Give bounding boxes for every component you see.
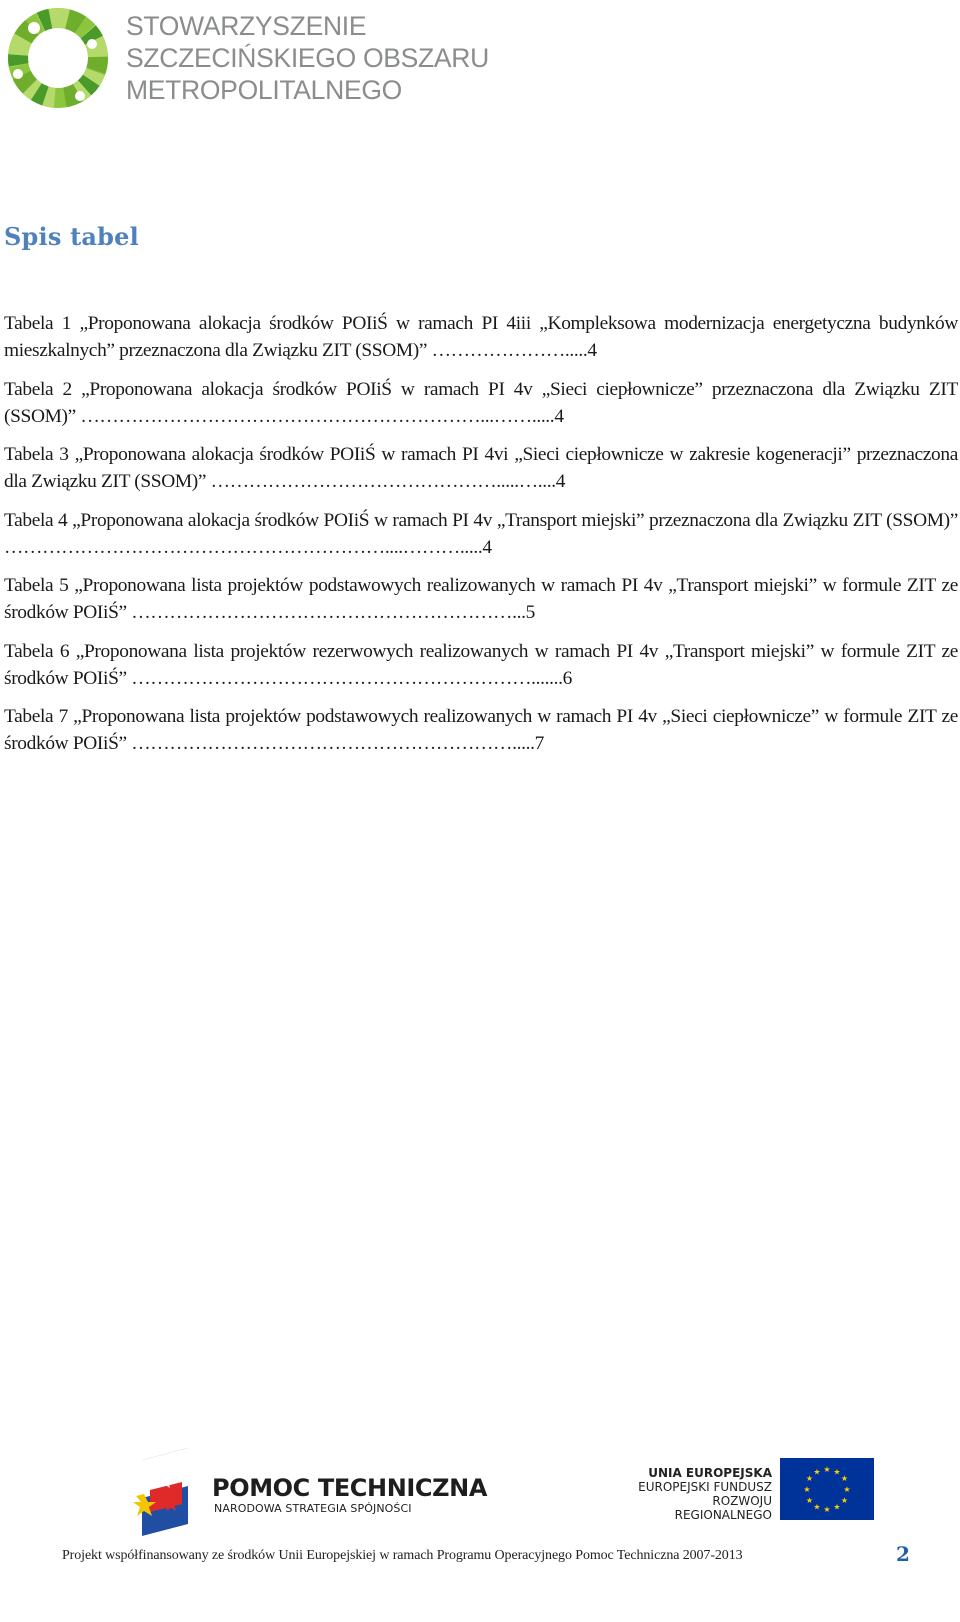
toc-entry-text: Tabela 7 „Proponowana lista projektów podstawowych realizowanych w ramach PI 4v „Sieci ciepłownicze” w formule ZIT ze środków POIiŚ” bbox=[4, 706, 958, 754]
eu-caption-line-3: ROZWOJU REGIONALNEGO bbox=[674, 1494, 772, 1522]
svg-text:★: ★ bbox=[823, 1465, 831, 1474]
toc-entry-leader: ……………………………………………………... bbox=[131, 602, 526, 623]
toc-entry-text: Tabela 1 „Proponowana alokacja środków POIiŚ w ramach PI 4iii „Kompleksowa modernizacja energetyczna budynków mieszkalnych” przeznaczona dla Związku ZIT (SSOM)” bbox=[4, 313, 958, 361]
toc-entry[interactable] bbox=[4, 376, 958, 430]
pomoc-techniczna-subtitle: NARODOWA STRATEGIA SPÓJNOŚCI bbox=[214, 1502, 412, 1515]
svg-text:★: ★ bbox=[823, 1505, 831, 1514]
toc-entry-text: Tabela 5 „Proponowana lista projektów podstawowych realizowanych w ramach PI 4v „Transport miejski” w formule ZIT ze środków POIiŚ” bbox=[4, 575, 958, 623]
toc-entry-page: 4 bbox=[482, 536, 492, 558]
toc-entry-page: 4 bbox=[554, 405, 564, 427]
svg-text:★: ★ bbox=[805, 1474, 814, 1483]
toc-entry-leader: …………………..... bbox=[431, 340, 588, 361]
svg-text:★: ★ bbox=[803, 1485, 811, 1494]
footer-logos bbox=[0, 1440, 960, 1540]
org-name-line-3: METROPOLITALNEGO bbox=[126, 75, 402, 105]
svg-text:★: ★ bbox=[840, 1496, 849, 1505]
ssom-logo-icon bbox=[4, 4, 112, 112]
svg-text:★: ★ bbox=[840, 1474, 849, 1483]
svg-text:★: ★ bbox=[833, 1502, 841, 1512]
eu-caption-line-1: UNIA EUROPEJSKA bbox=[648, 1466, 772, 1480]
toc-entry[interactable] bbox=[4, 638, 958, 692]
toc-entry[interactable] bbox=[4, 310, 958, 364]
toc-entry[interactable] bbox=[4, 441, 958, 495]
toc-entry-page: 4 bbox=[587, 340, 597, 361]
toc-entry-page: 7 bbox=[534, 733, 544, 754]
toc-entry-leader: ………………………………………………………...……..... bbox=[80, 405, 555, 427]
org-name-line-2: SZCZECIŃSKIEGO OBSZARU bbox=[126, 43, 489, 73]
toc-entry-page: 5 bbox=[525, 602, 535, 623]
pomoc-techniczna-title: POMOC TECHNICZNA bbox=[212, 1474, 488, 1502]
svg-text:★: ★ bbox=[813, 1467, 821, 1477]
toc-entry-leader: ……………………………………………………....………..... bbox=[4, 536, 483, 558]
svg-text:★: ★ bbox=[843, 1485, 851, 1494]
toc-entry-leader: ……………………………………………………..... bbox=[131, 733, 535, 754]
document-header bbox=[4, 4, 489, 112]
eu-caption-line-2: EUROPEJSKI FUNDUSZ bbox=[638, 1480, 772, 1494]
toc-entry-page: 6 bbox=[562, 667, 572, 689]
toc-entry-text: Tabela 6 „Proponowana lista projektów rezerwowych realizowanych w ramach PI 4v „Transport miejski” w formule ZIT ze środków POIiŚ” bbox=[4, 640, 958, 689]
toc-entry-leader: ……………………………………….....….... bbox=[210, 471, 556, 492]
toc-entry-text: Tabela 2 „Proponowana alokacja środków POIiŚ w ramach PI 4v „Sieci ciepłownicze” przeznaczona dla Związku ZIT (SSOM)” bbox=[4, 378, 958, 427]
toc-entry-page: 4 bbox=[555, 471, 566, 492]
footer-note: Projekt współfinansowany ze środków Unii Europejskiej w ramach Programu Operacyjnego Pomoc Techniczna 2007-2013 bbox=[62, 1548, 743, 1563]
svg-text:★: ★ bbox=[813, 1502, 821, 1512]
toc-entry-text: Tabela 3 „Proponowana alokacja środków POIiŚ w ramach PI 4vi „Sieci ciepłownicze w zakresie kogeneracji” przeznaczona dla Związku ZIT (SSOM)” bbox=[4, 444, 958, 492]
section-title: Spis tabel bbox=[4, 222, 139, 251]
poland-flag-icon bbox=[132, 1446, 194, 1538]
org-name-line-1: STOWARZYSZENIE bbox=[126, 11, 367, 41]
toc-entry[interactable] bbox=[4, 507, 958, 561]
toc-entry-leader: ………………………………………………………....... bbox=[131, 667, 563, 689]
toc-entry[interactable] bbox=[4, 572, 958, 626]
toc-entry-text: Tabela 4 „Proponowana alokacja środków POIiŚ w ramach PI 4v „Transport miejski” przeznaczona dla Związku ZIT (SSOM)” bbox=[4, 509, 958, 531]
eu-fund-caption bbox=[612, 1466, 772, 1522]
organization-name bbox=[126, 10, 489, 106]
svg-text:★: ★ bbox=[833, 1467, 841, 1477]
toc-entry[interactable] bbox=[4, 703, 958, 757]
page-number: 2 bbox=[896, 1542, 910, 1566]
svg-text:★: ★ bbox=[805, 1496, 814, 1505]
table-of-tables bbox=[4, 310, 958, 769]
eu-flag-icon bbox=[780, 1458, 874, 1520]
